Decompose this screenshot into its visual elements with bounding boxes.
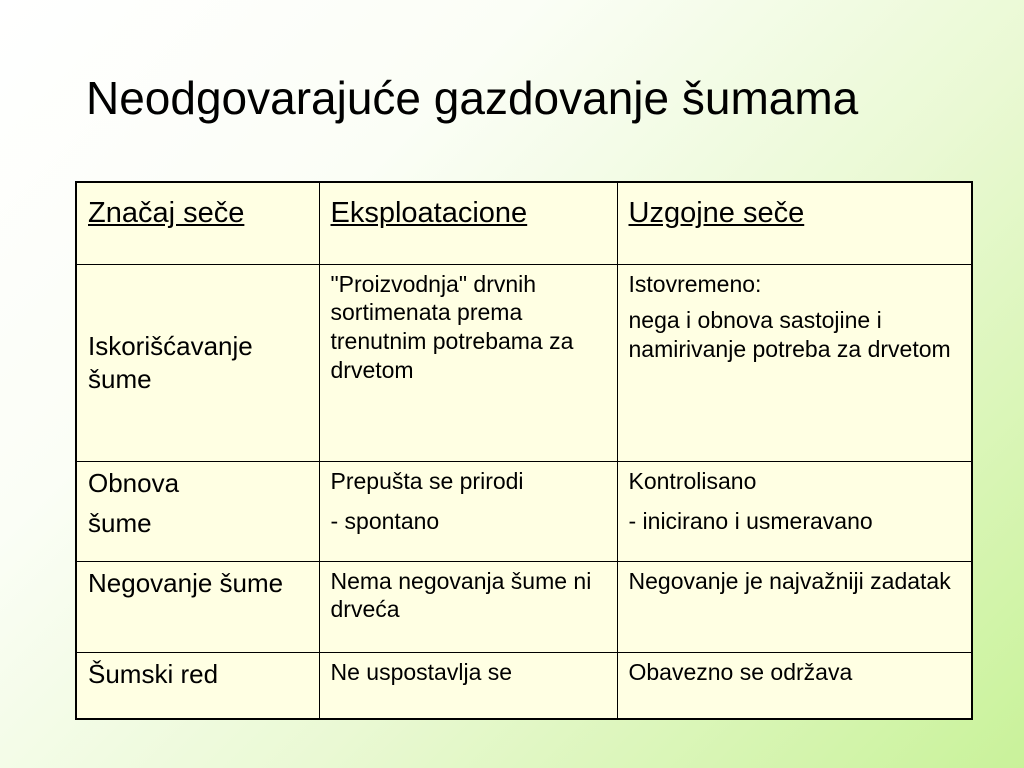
aspect-label: Obnova [88, 467, 180, 498]
comparison-table [75, 181, 973, 720]
aspect-label: Šumski red [88, 658, 219, 689]
exploitation-cell [319, 561, 617, 652]
table-row [76, 461, 972, 561]
slide-title: Neodgovarajuće gazdovanje šumama [86, 72, 859, 124]
silvicultural-text: Obavezno se održava [628, 658, 853, 685]
aspect-cell [76, 461, 319, 561]
exploitation-cell [319, 461, 617, 561]
silvicultural-cell [617, 652, 972, 719]
aspect-cell [76, 264, 319, 461]
silvicultural-text: Kontrolisano [628, 467, 757, 494]
exploitation-text: "Proizvodnja" drvnih sortimenata prema trenutnim potrebama za drvetom [330, 270, 574, 384]
header-silvicultural-label: Uzgojne seče [628, 197, 805, 229]
exploitation-text: - spontano [330, 508, 440, 535]
exploitation-text: Prepušta se prirodi [330, 467, 524, 494]
exploitation-cell [319, 264, 617, 461]
aspect-label: Iskorišćavanje šume [88, 330, 253, 394]
header-cell-exploitation [319, 182, 617, 264]
header-aspect-label: Značaj seče [88, 197, 245, 229]
silvicultural-text: - inicirano i usmeravano [628, 508, 873, 535]
aspect-cell [76, 652, 319, 719]
aspect-label: Negovanje šume [88, 567, 284, 598]
silvicultural-cell [617, 461, 972, 561]
silvicultural-cell [617, 264, 972, 461]
table-row [76, 264, 972, 461]
table-row [76, 652, 972, 719]
exploitation-cell [319, 652, 617, 719]
exploitation-text: Ne uspostavlja se [330, 658, 513, 685]
silvicultural-cell [617, 561, 972, 652]
header-exploitation-label: Eksploatacione [330, 197, 528, 229]
header-cell-aspect [76, 182, 319, 264]
aspect-cell [76, 561, 319, 652]
silvicultural-text: Istovremeno: [628, 270, 762, 297]
exploitation-text: Nema negovanja šume ni drveća [330, 567, 592, 623]
silvicultural-text: nega i obnova sastojine i namirivanje potreba za drvetom [628, 307, 951, 363]
table-row [76, 561, 972, 652]
table-header-row [76, 182, 972, 264]
aspect-label: šume [88, 508, 152, 539]
comparison-table-container [75, 181, 973, 720]
header-cell-silvicultural [617, 182, 972, 264]
silvicultural-text: Negovanje je najvažniji zadatak [628, 567, 951, 594]
